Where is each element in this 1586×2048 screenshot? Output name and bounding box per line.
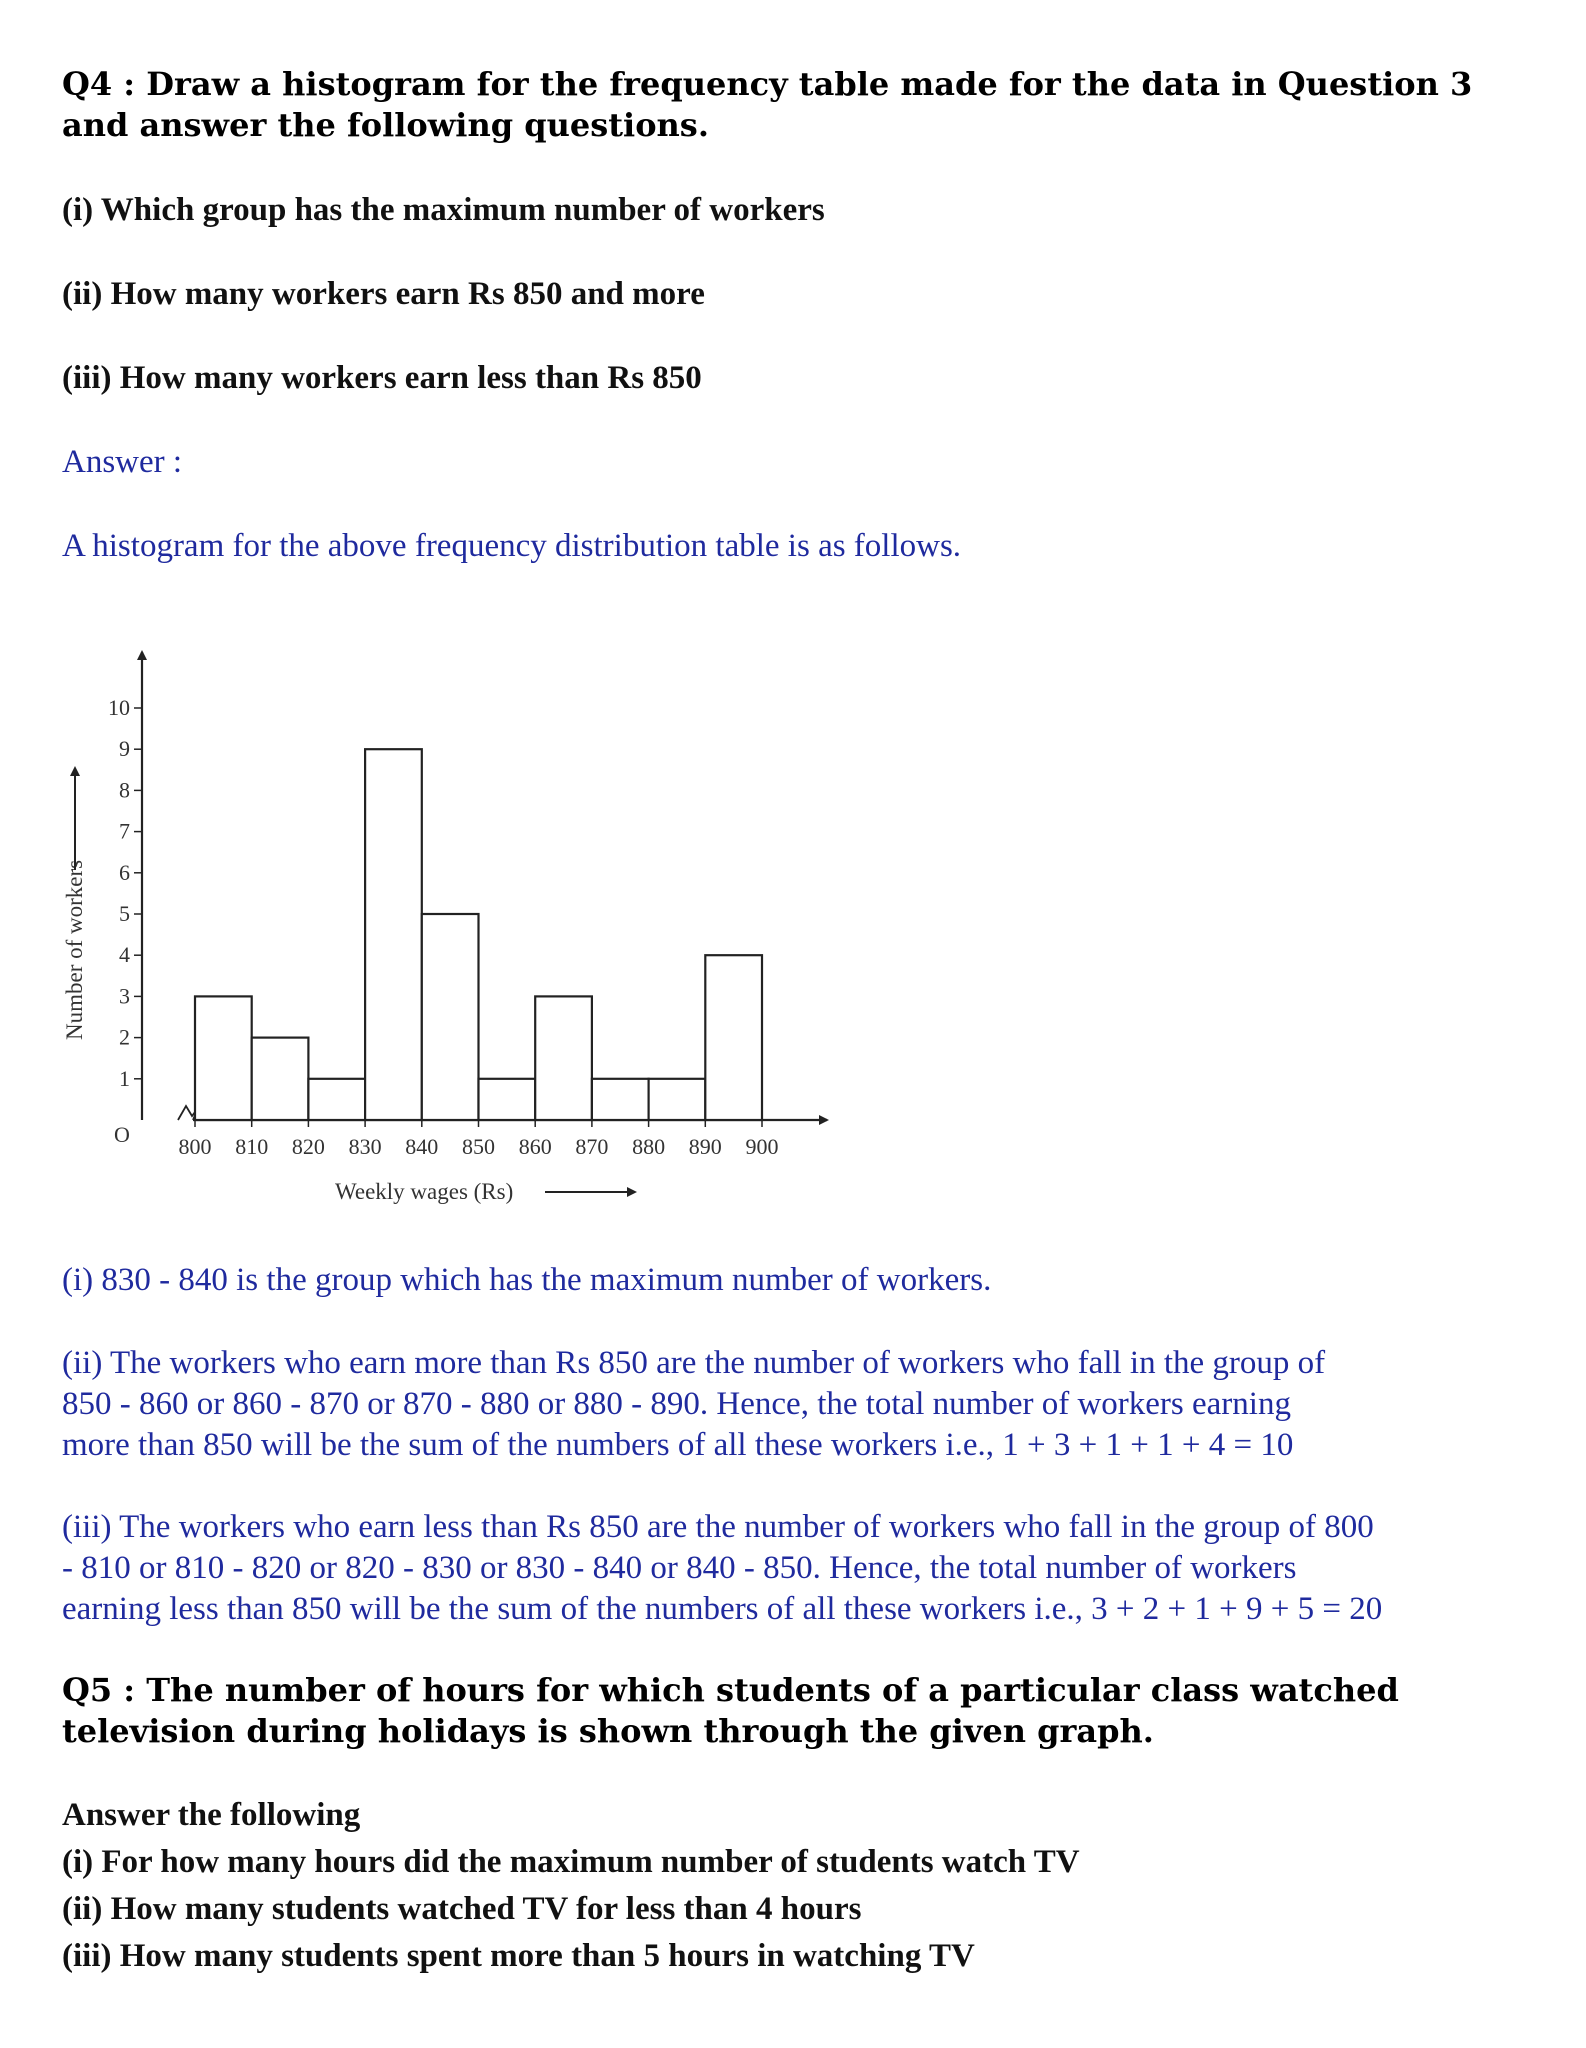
y-tick-label: 4 (119, 942, 130, 968)
answer-ii-line3: more than 850 will be the sum of the numbers of all these workers i.e., 1 + 3 + 1 + 1 + 4 = 10 (62, 1427, 1294, 1463)
histogram-bar (252, 1038, 309, 1120)
x-tick-label: 800 (178, 1134, 212, 1159)
q5-heading-line2: television during holidays is shown through the given graph. (62, 1712, 1154, 1750)
q4-subquestion-iii: (iii) How many workers earn less than Rs 850 (62, 360, 702, 396)
histogram-bar (195, 996, 252, 1120)
answer-iii-line2: - 810 or 810 - 820 or 820 - 830 or 830 - 840 or 840 - 850. Hence, the total number of workers (62, 1550, 1297, 1586)
y-axis-label: Number of workers (62, 859, 87, 1040)
x-tick-label: 840 (405, 1134, 439, 1159)
x-axis-label: Weekly wages (Rs) (335, 1179, 514, 1204)
answer-iii-line3: earning less than 850 will be the sum of the numbers of all these workers i.e., 3 + 2 + 1 + 9 + 5 = 20 (62, 1591, 1383, 1627)
x-tick-label: 850 (462, 1134, 495, 1159)
q4-subquestion-ii: (ii) How many workers earn Rs 850 and more (62, 276, 705, 312)
x-tick-label: 870 (575, 1134, 609, 1159)
y-tick-label: 7 (119, 818, 130, 844)
q5-answer-following: Answer the following (62, 1797, 361, 1833)
answer-ii-line1: (ii) The workers who earn more than Rs 850 are the number of workers who fall in the group of (62, 1345, 1326, 1381)
q5-subquestion-ii: (ii) How many students watched TV for less than 4 hours (62, 1891, 862, 1927)
y-tick-label: 6 (119, 859, 130, 885)
x-tick-label: 880 (632, 1134, 666, 1159)
y-tick-label: 2 (119, 1024, 130, 1050)
x-tick-label: 830 (348, 1134, 382, 1159)
origin-label: O (114, 1122, 130, 1147)
histogram-bar (649, 1079, 706, 1120)
y-tick-label: 1 (119, 1065, 130, 1091)
histogram-bar (422, 914, 479, 1120)
histogram-chart (55, 640, 855, 1230)
x-tick-label: 820 (291, 1134, 325, 1159)
histogram-bar (705, 955, 762, 1120)
x-tick-label: 900 (745, 1134, 779, 1159)
q5-subquestion-iii: (iii) How many students spent more than 5 hours in watching TV (62, 1938, 975, 1974)
q4-heading-line1: Q4 : Draw a histogram for the frequency table made for the data in Question 3 (62, 65, 1473, 103)
q4-subquestion-i: (i) Which group has the maximum number of workers (62, 192, 825, 228)
answer-iii-line1: (iii) The workers who earn less than Rs 850 are the number of workers who fall in the group of 800 (62, 1509, 1374, 1545)
histogram-bar (479, 1079, 536, 1120)
x-tick-label: 810 (235, 1134, 269, 1159)
x-tick-label: 890 (688, 1134, 722, 1159)
histogram-bar (308, 1079, 365, 1120)
y-tick-label: 8 (119, 777, 130, 803)
y-tick-label: 9 (119, 736, 130, 762)
x-tick-label: 860 (518, 1134, 552, 1159)
y-tick-label: 3 (119, 983, 130, 1009)
q5-subquestion-i: (i) For how many hours did the maximum number of students watch TV (62, 1844, 1080, 1880)
y-tick-label: 10 (108, 695, 130, 720)
histogram-bar (535, 996, 592, 1120)
histogram-bar (365, 749, 422, 1120)
answer-i: (i) 830 - 840 is the group which has the maximum number of workers. (62, 1262, 992, 1298)
q5-heading-line1: Q5 : The number of hours for which students of a particular class watched (62, 1671, 1399, 1709)
y-tick-label: 5 (119, 901, 130, 926)
histogram-svg (55, 640, 855, 1230)
answer-intro: A histogram for the above frequency distribution table is as follows. (62, 528, 962, 564)
q4-heading-line2: and answer the following questions. (62, 106, 709, 144)
answer-label: Answer : (62, 444, 183, 480)
answer-ii-line2: 850 - 860 or 860 - 870 or 870 - 880 or 880 - 890. Hence, the total number of workers earning (62, 1386, 1291, 1422)
histogram-bar (592, 1079, 649, 1120)
